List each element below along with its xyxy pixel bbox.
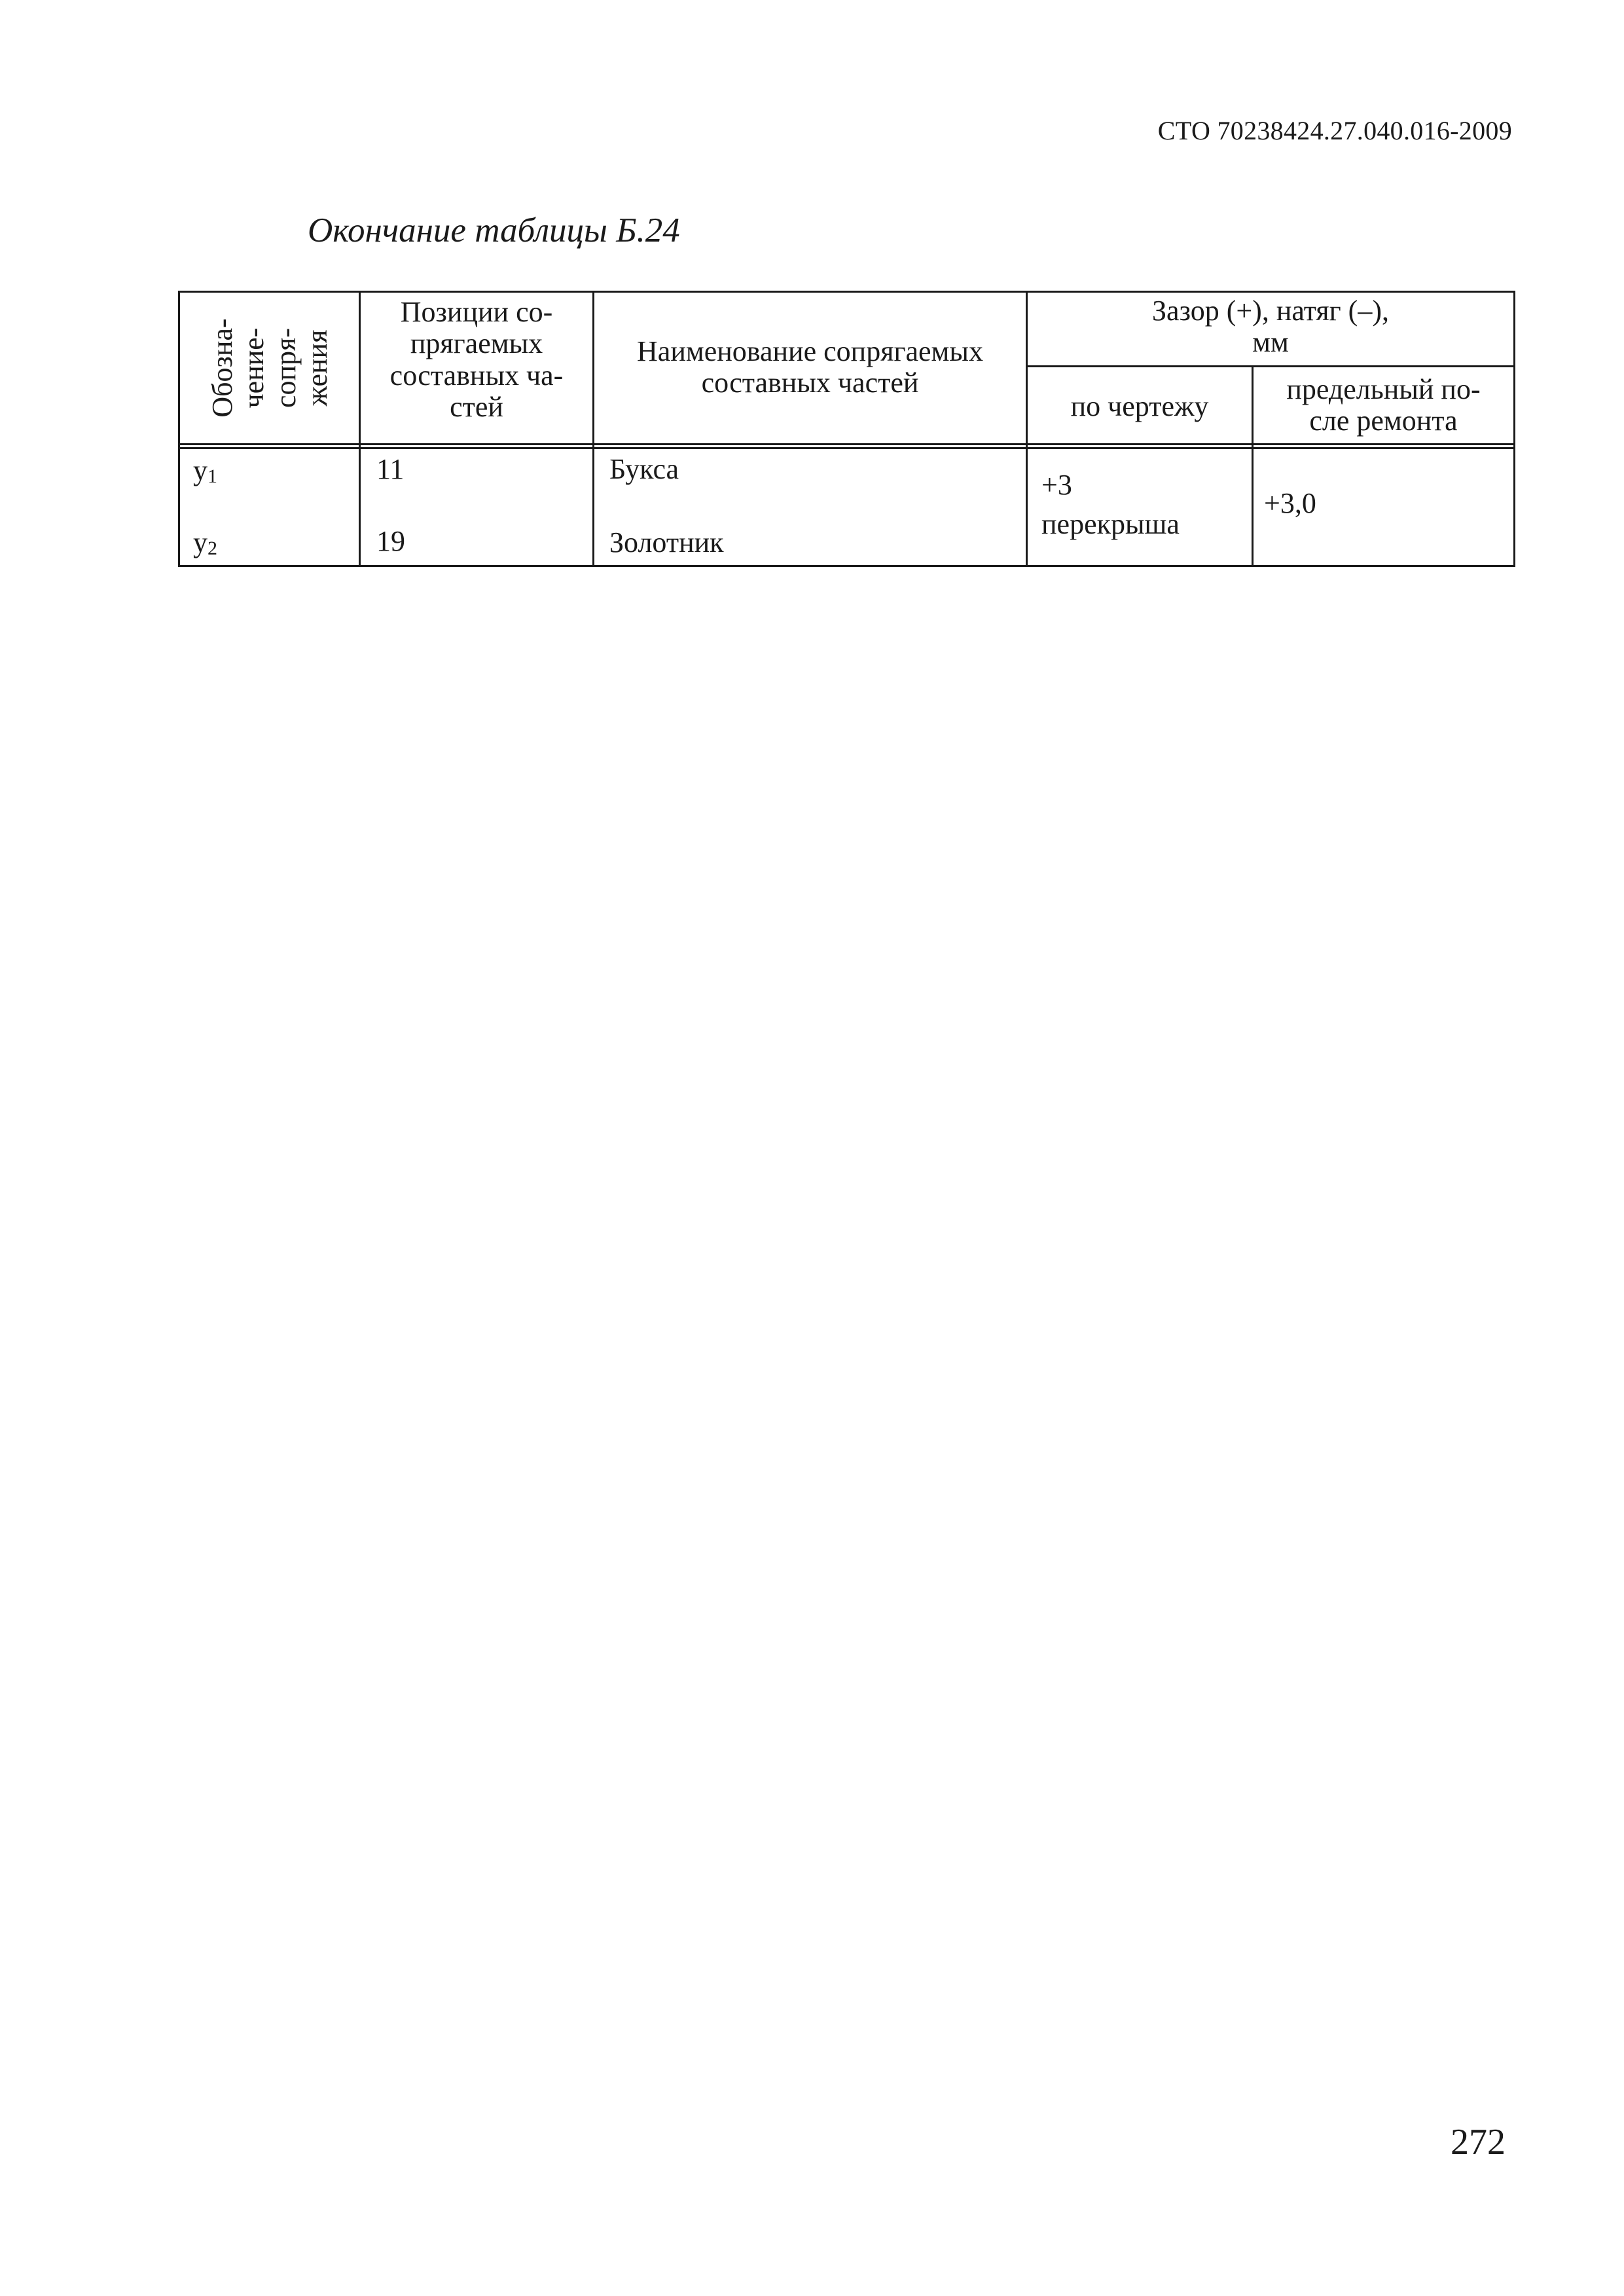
header-limit-after-repair (1254, 374, 1513, 437)
by-drawing-line: перекрыша (1041, 508, 1180, 541)
header-positions (361, 297, 592, 424)
header-name-line: Наименование сопрягаемых (637, 335, 983, 367)
header-positions-line: прягаемых (410, 327, 543, 360)
document-code: СТО 70238424.27.040.016-2009 (1157, 116, 1512, 145)
designation-1: у1 (193, 454, 217, 487)
limit-after-repair-value: +3,0 (1264, 487, 1316, 519)
designation-2: у2 (193, 526, 217, 559)
header-positions-line: стей (450, 391, 503, 424)
header-positions-line: составных ча- (389, 359, 564, 392)
data-table (178, 291, 1515, 567)
header-designation-line: сопря- (270, 328, 302, 408)
page-number: 272 (1451, 2122, 1506, 2162)
header-name-line: составных частей (701, 367, 919, 399)
part-name-2: Золотник (609, 526, 724, 558)
header-limit-line: сле ремонта (1309, 405, 1458, 437)
by-drawing-line: +3 (1041, 469, 1072, 501)
header-positions-line: Позиции со- (400, 296, 553, 328)
header-gap-line: мм (1252, 326, 1289, 359)
part-name-1: Букса (609, 453, 679, 485)
position-2: 19 (376, 525, 405, 557)
header-designation (180, 293, 361, 443)
header-designation-line: жения (301, 329, 334, 407)
table-caption: Окончание таблицы Б.24 (308, 211, 680, 249)
header-by-drawing: по чертежу (1070, 390, 1209, 422)
position-1: 11 (376, 453, 405, 485)
header-gap-group (1028, 295, 1513, 359)
header-gap-line: Зазор (+), натяг (–), (1152, 295, 1389, 327)
header-name (594, 336, 1026, 399)
header-limit-line: предельный по- (1286, 373, 1481, 405)
header-designation-line: Обозна- (206, 318, 239, 418)
header-designation-line: чение- (238, 327, 270, 409)
by-drawing-value (1041, 469, 1180, 541)
